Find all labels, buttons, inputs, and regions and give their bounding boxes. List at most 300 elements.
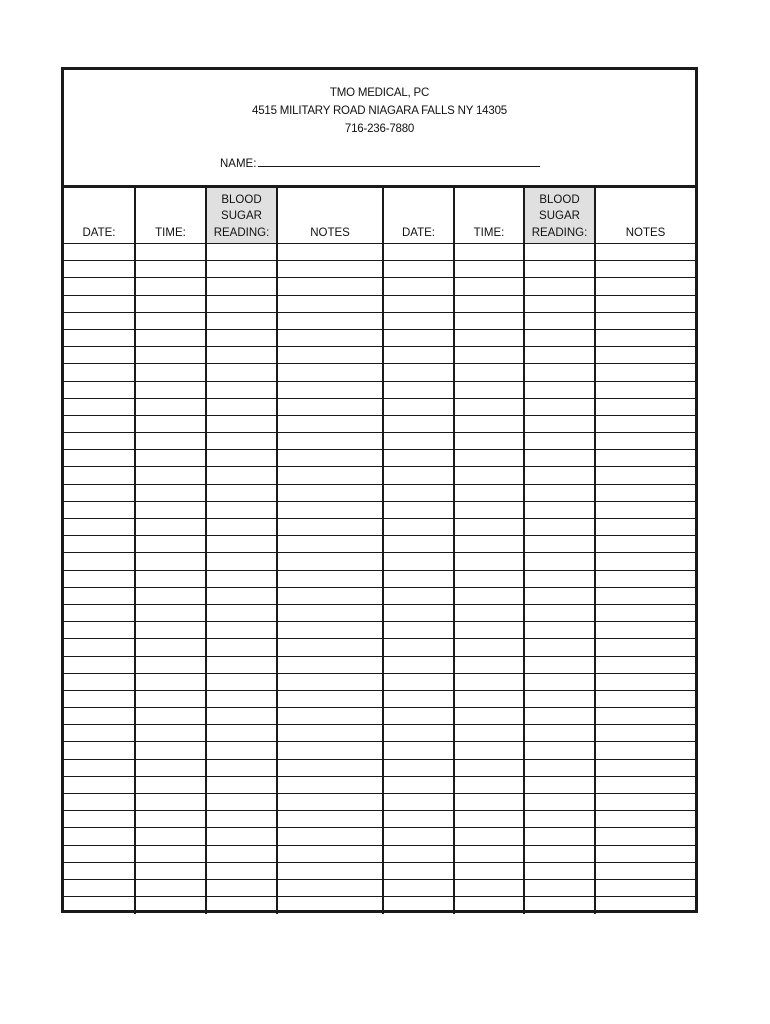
entry-cell-notes[interactable] [277,329,383,346]
entry-cell-time-2[interactable] [454,622,524,639]
entry-cell-blood-sugar-reading-2[interactable] [524,879,595,896]
entry-cell-date-2[interactable] [383,295,454,312]
entry-cell-time[interactable] [135,450,206,467]
entry-cell-date[interactable] [64,398,135,415]
entry-cell-blood-sugar-reading-2[interactable] [524,519,595,536]
entry-cell-date[interactable] [64,845,135,862]
entry-cell-blood-sugar-reading-2[interactable] [524,261,595,278]
entry-cell-time-2[interactable] [454,364,524,381]
entry-cell-blood-sugar-reading[interactable] [206,570,277,587]
entry-cell-date[interactable] [64,673,135,690]
entry-cell-blood-sugar-reading-2[interactable] [524,244,595,261]
entry-cell-time-2[interactable] [454,725,524,742]
entry-cell-time-2[interactable] [454,776,524,793]
entry-cell-blood-sugar-reading[interactable] [206,690,277,707]
entry-cell-blood-sugar-reading[interactable] [206,639,277,656]
entry-cell-date[interactable] [64,587,135,604]
entry-cell-time-2[interactable] [454,690,524,707]
entry-cell-time[interactable] [135,845,206,862]
entry-cell-date-2[interactable] [383,519,454,536]
entry-cell-notes-2[interactable] [595,604,695,621]
entry-cell-blood-sugar-reading[interactable] [206,587,277,604]
entry-cell-date-2[interactable] [383,415,454,432]
entry-cell-time[interactable] [135,811,206,828]
entry-cell-notes[interactable] [277,622,383,639]
entry-cell-date-2[interactable] [383,759,454,776]
entry-cell-notes[interactable] [277,519,383,536]
entry-cell-date[interactable] [64,450,135,467]
entry-cell-notes[interactable] [277,398,383,415]
entry-cell-date[interactable] [64,519,135,536]
entry-cell-date[interactable] [64,879,135,896]
entry-cell-blood-sugar-reading-2[interactable] [524,639,595,656]
entry-cell-notes[interactable] [277,244,383,261]
entry-cell-time-2[interactable] [454,244,524,261]
entry-cell-blood-sugar-reading-2[interactable] [524,484,595,501]
entry-cell-notes[interactable] [277,759,383,776]
entry-cell-date[interactable] [64,295,135,312]
entry-cell-time[interactable] [135,347,206,364]
entry-cell-date[interactable] [64,347,135,364]
entry-cell-blood-sugar-reading-2[interactable] [524,759,595,776]
entry-cell-time-2[interactable] [454,295,524,312]
entry-cell-notes-2[interactable] [595,347,695,364]
entry-cell-time-2[interactable] [454,587,524,604]
entry-cell-blood-sugar-reading[interactable] [206,501,277,518]
entry-cell-notes[interactable] [277,295,383,312]
entry-cell-blood-sugar-reading-2[interactable] [524,381,595,398]
entry-cell-date[interactable] [64,244,135,261]
entry-cell-date[interactable] [64,639,135,656]
entry-cell-notes-2[interactable] [595,364,695,381]
entry-cell-date-2[interactable] [383,501,454,518]
entry-cell-blood-sugar-reading[interactable] [206,450,277,467]
entry-cell-date-2[interactable] [383,347,454,364]
entry-cell-blood-sugar-reading-2[interactable] [524,278,595,295]
entry-cell-time-2[interactable] [454,828,524,845]
entry-cell-blood-sugar-reading-2[interactable] [524,501,595,518]
entry-cell-time-2[interactable] [454,261,524,278]
entry-cell-blood-sugar-reading-2[interactable] [524,828,595,845]
entry-cell-date[interactable] [64,742,135,759]
entry-cell-blood-sugar-reading-2[interactable] [524,708,595,725]
entry-cell-blood-sugar-reading-2[interactable] [524,415,595,432]
entry-cell-date[interactable] [64,828,135,845]
entry-cell-time-2[interactable] [454,433,524,450]
entry-cell-time-2[interactable] [454,484,524,501]
entry-cell-date[interactable] [64,553,135,570]
entry-cell-notes[interactable] [277,811,383,828]
entry-cell-date-2[interactable] [383,450,454,467]
entry-cell-notes-2[interactable] [595,536,695,553]
entry-cell-blood-sugar-reading[interactable] [206,725,277,742]
entry-cell-blood-sugar-reading[interactable] [206,604,277,621]
entry-cell-blood-sugar-reading-2[interactable] [524,862,595,879]
entry-cell-time-2[interactable] [454,570,524,587]
entry-cell-time[interactable] [135,708,206,725]
entry-cell-date-2[interactable] [383,381,454,398]
entry-cell-date[interactable] [64,381,135,398]
entry-cell-time[interactable] [135,329,206,346]
entry-cell-blood-sugar-reading[interactable] [206,278,277,295]
entry-cell-date[interactable] [64,312,135,329]
entry-cell-blood-sugar-reading[interactable] [206,759,277,776]
entry-cell-time[interactable] [135,879,206,896]
entry-cell-notes-2[interactable] [595,811,695,828]
entry-cell-blood-sugar-reading-2[interactable] [524,776,595,793]
entry-cell-blood-sugar-reading[interactable] [206,811,277,828]
entry-cell-date[interactable] [64,604,135,621]
entry-cell-time-2[interactable] [454,398,524,415]
entry-cell-notes-2[interactable] [595,587,695,604]
entry-cell-blood-sugar-reading-2[interactable] [524,329,595,346]
entry-cell-date-2[interactable] [383,690,454,707]
entry-cell-date[interactable] [64,433,135,450]
entry-cell-date[interactable] [64,622,135,639]
entry-cell-blood-sugar-reading[interactable] [206,536,277,553]
entry-cell-notes[interactable] [277,587,383,604]
entry-cell-date-2[interactable] [383,604,454,621]
entry-cell-time[interactable] [135,673,206,690]
entry-cell-blood-sugar-reading[interactable] [206,622,277,639]
entry-cell-blood-sugar-reading-2[interactable] [524,725,595,742]
entry-cell-blood-sugar-reading[interactable] [206,828,277,845]
entry-cell-blood-sugar-reading[interactable] [206,261,277,278]
entry-cell-date-2[interactable] [383,278,454,295]
entry-cell-time-2[interactable] [454,381,524,398]
entry-cell-notes-2[interactable] [595,312,695,329]
entry-cell-notes-2[interactable] [595,622,695,639]
entry-cell-blood-sugar-reading[interactable] [206,519,277,536]
entry-cell-notes-2[interactable] [595,759,695,776]
entry-cell-notes-2[interactable] [595,794,695,811]
entry-cell-date[interactable] [64,570,135,587]
entry-cell-notes[interactable] [277,604,383,621]
entry-cell-time[interactable] [135,587,206,604]
entry-cell-time-2[interactable] [454,278,524,295]
entry-cell-blood-sugar-reading-2[interactable] [524,742,595,759]
entry-cell-date[interactable] [64,811,135,828]
entry-cell-notes[interactable] [277,639,383,656]
entry-cell-time[interactable] [135,639,206,656]
entry-cell-time[interactable] [135,484,206,501]
entry-cell-time[interactable] [135,312,206,329]
entry-cell-notes[interactable] [277,725,383,742]
entry-cell-time[interactable] [135,295,206,312]
entry-cell-notes[interactable] [277,828,383,845]
entry-cell-notes[interactable] [277,742,383,759]
entry-cell-blood-sugar-reading[interactable] [206,312,277,329]
entry-cell-notes[interactable] [277,501,383,518]
entry-cell-notes[interactable] [277,879,383,896]
entry-cell-date-2[interactable] [383,673,454,690]
entry-cell-date-2[interactable] [383,312,454,329]
entry-cell-time[interactable] [135,415,206,432]
entry-cell-time[interactable] [135,690,206,707]
entry-cell-date[interactable] [64,776,135,793]
entry-cell-notes-2[interactable] [595,519,695,536]
entry-cell-notes[interactable] [277,776,383,793]
entry-cell-blood-sugar-reading-2[interactable] [524,794,595,811]
entry-cell-blood-sugar-reading[interactable] [206,794,277,811]
entry-cell-date[interactable] [64,708,135,725]
entry-cell-blood-sugar-reading-2[interactable] [524,433,595,450]
entry-cell-notes-2[interactable] [595,742,695,759]
entry-cell-time-2[interactable] [454,639,524,656]
entry-cell-date-2[interactable] [383,553,454,570]
entry-cell-time-2[interactable] [454,501,524,518]
entry-cell-blood-sugar-reading-2[interactable] [524,656,595,673]
entry-cell-date-2[interactable] [383,879,454,896]
entry-cell-notes[interactable] [277,845,383,862]
entry-cell-time[interactable] [135,742,206,759]
entry-cell-date[interactable] [64,501,135,518]
entry-cell-date[interactable] [64,364,135,381]
entry-cell-date-2[interactable] [383,725,454,742]
entry-cell-blood-sugar-reading-2[interactable] [524,570,595,587]
entry-cell-time[interactable] [135,759,206,776]
entry-cell-notes[interactable] [277,347,383,364]
entry-cell-notes-2[interactable] [595,433,695,450]
entry-cell-notes[interactable] [277,690,383,707]
entry-cell-time-2[interactable] [454,347,524,364]
entry-cell-time-2[interactable] [454,845,524,862]
entry-cell-notes[interactable] [277,708,383,725]
entry-cell-blood-sugar-reading-2[interactable] [524,467,595,484]
entry-cell-time[interactable] [135,398,206,415]
entry-cell-blood-sugar-reading-2[interactable] [524,690,595,707]
entry-cell-date[interactable] [64,690,135,707]
entry-cell-date-2[interactable] [383,467,454,484]
entry-cell-blood-sugar-reading[interactable] [206,433,277,450]
entry-cell-blood-sugar-reading[interactable] [206,673,277,690]
entry-cell-time-2[interactable] [454,656,524,673]
entry-cell-notes[interactable] [277,536,383,553]
entry-cell-notes[interactable] [277,433,383,450]
entry-cell-notes[interactable] [277,467,383,484]
entry-cell-time[interactable] [135,725,206,742]
entry-cell-date[interactable] [64,759,135,776]
entry-cell-blood-sugar-reading-2[interactable] [524,450,595,467]
entry-cell-notes-2[interactable] [595,329,695,346]
entry-cell-blood-sugar-reading-2[interactable] [524,295,595,312]
entry-cell-date-2[interactable] [383,708,454,725]
entry-cell-time-2[interactable] [454,794,524,811]
entry-cell-time[interactable] [135,261,206,278]
entry-cell-blood-sugar-reading-2[interactable] [524,897,595,914]
entry-cell-notes-2[interactable] [595,690,695,707]
entry-cell-date-2[interactable] [383,433,454,450]
entry-cell-time[interactable] [135,604,206,621]
entry-cell-blood-sugar-reading[interactable] [206,364,277,381]
entry-cell-date-2[interactable] [383,776,454,793]
entry-cell-notes[interactable] [277,570,383,587]
entry-cell-date-2[interactable] [383,536,454,553]
entry-cell-time-2[interactable] [454,467,524,484]
entry-cell-time-2[interactable] [454,811,524,828]
entry-cell-notes-2[interactable] [595,381,695,398]
entry-cell-notes-2[interactable] [595,725,695,742]
entry-cell-notes[interactable] [277,261,383,278]
entry-cell-date-2[interactable] [383,398,454,415]
entry-cell-notes[interactable] [277,673,383,690]
entry-cell-blood-sugar-reading-2[interactable] [524,845,595,862]
entry-cell-date[interactable] [64,278,135,295]
entry-cell-blood-sugar-reading-2[interactable] [524,536,595,553]
entry-cell-notes[interactable] [277,381,383,398]
entry-cell-notes[interactable] [277,312,383,329]
entry-cell-blood-sugar-reading[interactable] [206,776,277,793]
entry-cell-blood-sugar-reading[interactable] [206,467,277,484]
entry-cell-date-2[interactable] [383,897,454,914]
entry-cell-time[interactable] [135,828,206,845]
entry-cell-notes-2[interactable] [595,261,695,278]
entry-cell-blood-sugar-reading[interactable] [206,244,277,261]
entry-cell-blood-sugar-reading-2[interactable] [524,398,595,415]
entry-cell-date-2[interactable] [383,828,454,845]
entry-cell-time[interactable] [135,570,206,587]
entry-cell-date-2[interactable] [383,244,454,261]
entry-cell-date[interactable] [64,261,135,278]
entry-cell-notes-2[interactable] [595,879,695,896]
entry-cell-time[interactable] [135,467,206,484]
entry-cell-notes[interactable] [277,415,383,432]
entry-cell-time[interactable] [135,622,206,639]
entry-cell-date[interactable] [64,725,135,742]
entry-cell-date-2[interactable] [383,639,454,656]
entry-cell-date-2[interactable] [383,622,454,639]
entry-cell-time-2[interactable] [454,553,524,570]
entry-cell-time[interactable] [135,244,206,261]
entry-cell-blood-sugar-reading[interactable] [206,415,277,432]
entry-cell-date-2[interactable] [383,742,454,759]
entry-cell-date[interactable] [64,415,135,432]
entry-cell-time-2[interactable] [454,329,524,346]
entry-cell-notes[interactable] [277,553,383,570]
entry-cell-blood-sugar-reading[interactable] [206,295,277,312]
entry-cell-date[interactable] [64,794,135,811]
entry-cell-time[interactable] [135,433,206,450]
entry-cell-blood-sugar-reading[interactable] [206,329,277,346]
entry-cell-notes-2[interactable] [595,244,695,261]
entry-cell-date-2[interactable] [383,484,454,501]
entry-cell-date-2[interactable] [383,570,454,587]
entry-cell-notes-2[interactable] [595,776,695,793]
entry-cell-blood-sugar-reading[interactable] [206,347,277,364]
entry-cell-time-2[interactable] [454,450,524,467]
entry-cell-time[interactable] [135,897,206,914]
entry-cell-date[interactable] [64,467,135,484]
entry-cell-time-2[interactable] [454,415,524,432]
entry-cell-blood-sugar-reading[interactable] [206,484,277,501]
entry-cell-time-2[interactable] [454,604,524,621]
entry-cell-notes[interactable] [277,278,383,295]
entry-cell-date-2[interactable] [383,811,454,828]
entry-cell-blood-sugar-reading-2[interactable] [524,364,595,381]
entry-cell-blood-sugar-reading-2[interactable] [524,811,595,828]
entry-cell-notes-2[interactable] [595,278,695,295]
entry-cell-notes-2[interactable] [595,295,695,312]
entry-cell-blood-sugar-reading[interactable] [206,897,277,914]
entry-cell-time[interactable] [135,862,206,879]
entry-cell-notes[interactable] [277,364,383,381]
entry-cell-notes-2[interactable] [595,897,695,914]
entry-cell-time-2[interactable] [454,879,524,896]
entry-cell-blood-sugar-reading-2[interactable] [524,587,595,604]
entry-cell-blood-sugar-reading-2[interactable] [524,553,595,570]
entry-cell-date[interactable] [64,656,135,673]
entry-cell-notes-2[interactable] [595,553,695,570]
entry-cell-blood-sugar-reading[interactable] [206,398,277,415]
entry-cell-time[interactable] [135,794,206,811]
entry-cell-notes-2[interactable] [595,828,695,845]
entry-cell-blood-sugar-reading-2[interactable] [524,312,595,329]
entry-cell-notes-2[interactable] [595,656,695,673]
entry-cell-blood-sugar-reading[interactable] [206,742,277,759]
entry-cell-time-2[interactable] [454,742,524,759]
entry-cell-notes[interactable] [277,484,383,501]
entry-cell-time-2[interactable] [454,862,524,879]
entry-cell-date-2[interactable] [383,845,454,862]
entry-cell-blood-sugar-reading[interactable] [206,708,277,725]
entry-cell-notes-2[interactable] [595,398,695,415]
entry-cell-date-2[interactable] [383,261,454,278]
entry-cell-date[interactable] [64,484,135,501]
entry-cell-time-2[interactable] [454,897,524,914]
entry-cell-blood-sugar-reading-2[interactable] [524,604,595,621]
entry-cell-notes-2[interactable] [595,673,695,690]
entry-cell-time-2[interactable] [454,536,524,553]
entry-cell-date[interactable] [64,862,135,879]
entry-cell-notes-2[interactable] [595,467,695,484]
entry-cell-blood-sugar-reading[interactable] [206,553,277,570]
entry-cell-notes-2[interactable] [595,708,695,725]
entry-cell-date-2[interactable] [383,656,454,673]
entry-cell-time-2[interactable] [454,519,524,536]
entry-cell-time[interactable] [135,278,206,295]
entry-cell-time[interactable] [135,536,206,553]
entry-cell-date-2[interactable] [383,364,454,381]
entry-cell-date-2[interactable] [383,862,454,879]
entry-cell-notes-2[interactable] [595,570,695,587]
entry-cell-notes[interactable] [277,450,383,467]
entry-cell-time-2[interactable] [454,708,524,725]
entry-cell-time[interactable] [135,776,206,793]
entry-cell-blood-sugar-reading[interactable] [206,656,277,673]
entry-cell-date-2[interactable] [383,794,454,811]
entry-cell-time-2[interactable] [454,759,524,776]
entry-cell-notes-2[interactable] [595,501,695,518]
entry-cell-blood-sugar-reading[interactable] [206,845,277,862]
entry-cell-notes-2[interactable] [595,639,695,656]
entry-cell-time[interactable] [135,364,206,381]
entry-cell-notes[interactable] [277,862,383,879]
entry-cell-time[interactable] [135,381,206,398]
entry-cell-blood-sugar-reading[interactable] [206,862,277,879]
name-blank-line[interactable] [258,154,540,167]
entry-cell-notes-2[interactable] [595,862,695,879]
entry-cell-time-2[interactable] [454,673,524,690]
entry-cell-time-2[interactable] [454,312,524,329]
entry-cell-date-2[interactable] [383,329,454,346]
entry-cell-notes[interactable] [277,656,383,673]
entry-cell-notes-2[interactable] [595,484,695,501]
entry-cell-time[interactable] [135,519,206,536]
entry-cell-blood-sugar-reading-2[interactable] [524,622,595,639]
entry-cell-blood-sugar-reading-2[interactable] [524,347,595,364]
entry-cell-notes-2[interactable] [595,845,695,862]
entry-cell-blood-sugar-reading-2[interactable] [524,673,595,690]
